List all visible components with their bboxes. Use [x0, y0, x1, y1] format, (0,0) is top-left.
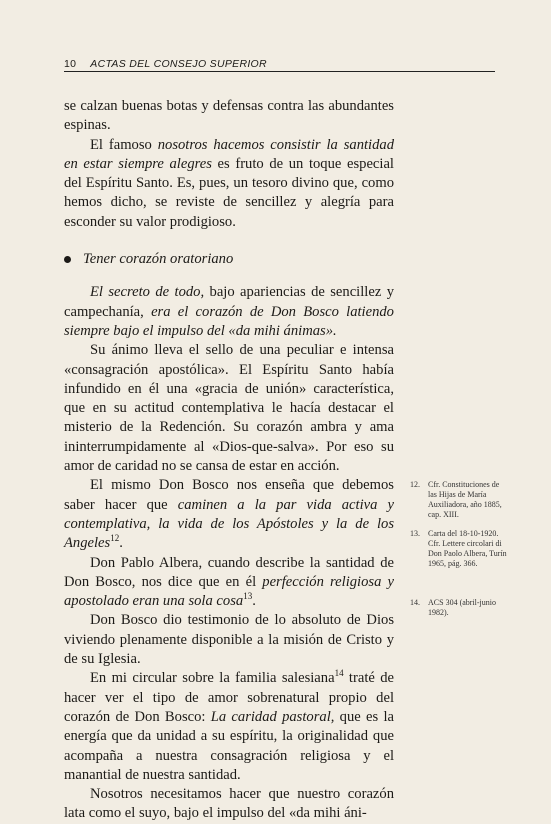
running-header: [64, 58, 495, 72]
footnote-ref-12: 12: [110, 533, 120, 544]
emphasis: nosotros hacemos consistir la santidad en estar siempre alegres: [64, 136, 394, 172]
paragraph-8: En mi circular sobre la familia salesiana$^{14}$ traté de hacer ver el tipo de amor sobrenatural propio del corazón de Don Bosco: La caridad pastoral, que es la energía que da unidad a su espíritu, la originalidad que acompaña a nuestra consagración religiosa y el manantial de nuestra santidad.: [64, 668, 395, 783]
main-text: [64, 97, 394, 824]
footnote-13: 13. Carta del 18-10-1920. Cfr. Lettere circolari di Don Paolo Albera, Turín 1965, pág. 366.: [410, 529, 507, 568]
footnote-14: 14. ACS 304 (abril-junio 1982).: [410, 598, 496, 617]
page-number: 10: [64, 58, 77, 70]
paragraph-9: Nosotros necesitamos hacer que nuestro corazón lata como el suyo, bajo el impulso del «da mihi áni-: [64, 786, 394, 822]
section-heading: Tener corazón oratoriano: [64, 250, 394, 269]
footnote-12: 12. Cfr. Constituciones de las Hijas de María Auxiliadora, año 1885, cap. XIII.: [410, 480, 502, 519]
paragraph-1: se calzan buenas botas y defensas contra las abundantes espinas.: [64, 98, 394, 134]
paragraph-2: El famoso nosotros hacemos consistir la santidad en estar siempre alegres es fruto de un toque especial del Espíritu Santo. Es, pues, un tesoro divino que, como hemos dicho, se reviste de sencillez y alegría para esconder su valor prodigioso.: [64, 136, 394, 230]
paragraph-7: Don Bosco dio testimonio de lo absoluto de Dios viviendo plenamente disponible a la misión de Cristo y de su Iglesia.: [64, 612, 394, 668]
bullet-icon: [64, 256, 71, 263]
paragraph-3: El secreto de todo, bajo apariencias de sencillez y campechanía, era el corazón de Don Bosco latiendo siempre bajo el impulso del «da mihi ánimas».: [64, 284, 394, 339]
paragraph-4: Su ánimo lleva el sello de una peculiar e intensa «consagración apostólica». El Espíritu Santo había infundido en él una «gracia de unión» característica, que en su actitud contemplativa le hacía destacar el misterio de la Redención. Su corazón ambra y ama ininterrumpidamente al «Dios-que-salva». Por eso su amor de caridad no se cansa de estar en acción.: [64, 342, 394, 475]
footnote-ref-13: 13: [243, 591, 253, 602]
paragraph-6: Don Pablo Albera, cuando describe la santidad de Don Bosco, nos dice que en él perfección religiosa y apostolado eran una sola cosa$^{13}$.: [64, 554, 394, 610]
footnote-ref-14: 14: [334, 668, 344, 679]
paragraph-5: El mismo Don Bosco nos enseña que debemos saber hacer que caminen a la par vida activa y contemplativa, la vida de los Apóstoles y la de los Angeles$^{12}$.: [64, 477, 394, 552]
running-title: ACTAS DEL CONSEJO SUPERIOR: [90, 58, 267, 70]
